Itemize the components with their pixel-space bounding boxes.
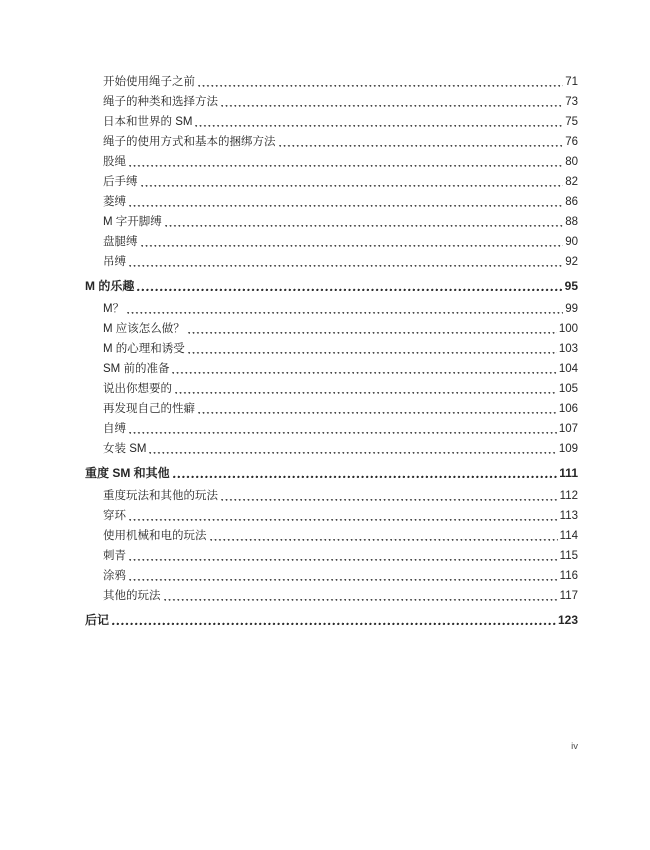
toc-entry[interactable] (85, 399, 578, 419)
toc-entry[interactable] (85, 319, 578, 339)
toc-entry-page-number: 100 (558, 323, 578, 335)
toc-entry[interactable] (85, 359, 578, 379)
dotted-leader (165, 212, 563, 232)
dotted-leader (188, 319, 557, 339)
toc-entry-page-number: 99 (565, 303, 578, 315)
toc-entry-label: 女装 SM (103, 443, 147, 455)
toc-entry-page-number: 86 (565, 196, 578, 208)
toc-entry[interactable] (85, 586, 578, 606)
toc-entry-page-number: 104 (558, 363, 578, 375)
toc-entry[interactable] (85, 152, 578, 172)
dotted-leader (129, 419, 557, 439)
dotted-leader (195, 112, 563, 132)
toc-entry[interactable] (85, 72, 578, 92)
dotted-leader (198, 399, 557, 419)
toc-entry-label: M？ (103, 303, 125, 315)
dotted-leader (175, 379, 557, 399)
dotted-leader (141, 172, 564, 192)
toc-entry-label: M 应该怎么做？ (103, 323, 185, 335)
dotted-leader (129, 566, 558, 586)
toc-entry[interactable] (85, 212, 578, 232)
toc-entry-page-number: 105 (558, 383, 578, 395)
dotted-leader (129, 506, 558, 526)
toc-entry-page-number: 111 (559, 465, 578, 480)
toc-entry[interactable] (85, 379, 578, 399)
dotted-leader (112, 610, 556, 630)
toc-entry-label: 穿环 (103, 510, 126, 522)
toc-entry-page-number: 114 (559, 530, 578, 542)
toc-entry-page-number: 76 (565, 136, 578, 148)
toc-entry-page-number: 106 (558, 403, 578, 415)
toc-entry-label: 股绳 (103, 156, 126, 168)
toc-entry[interactable] (85, 526, 578, 546)
toc-entry[interactable] (85, 232, 578, 252)
toc-entry-page-number: 107 (558, 423, 578, 435)
toc-entry-label: 重度玩法和其他的玩法 (103, 490, 218, 502)
dotted-leader (129, 152, 563, 172)
toc-entry-page-number: 109 (558, 443, 578, 455)
toc-entry-label: 日本和世界的 SM (103, 116, 193, 128)
dotted-leader (221, 92, 563, 112)
toc-entry-label: 开始使用绳子之前 (103, 76, 195, 88)
dotted-leader (198, 72, 563, 92)
toc-entry-label: 绳子的使用方式和基本的捆绑方法 (103, 136, 276, 148)
toc-entry-label: 后手缚 (103, 176, 138, 188)
toc-entry-page-number: 112 (559, 490, 578, 502)
toc-entry-page-number: 80 (565, 156, 578, 168)
dotted-leader (129, 192, 563, 212)
toc-entry-label: 后记 (85, 612, 110, 627)
toc-entry-label: SM 前的准备 (103, 363, 170, 375)
toc-entry[interactable] (85, 506, 578, 526)
toc-entry[interactable] (85, 112, 578, 132)
dotted-leader (188, 339, 557, 359)
toc-entry-label: 盘腿缚 (103, 236, 138, 248)
toc-entry[interactable] (85, 132, 578, 152)
toc-entry-page-number: 113 (559, 510, 578, 522)
toc-entry-page-number: 75 (565, 116, 578, 128)
dotted-leader (164, 586, 558, 606)
toc-entry-page-number: 82 (565, 176, 578, 188)
toc-entry-page-number: 90 (565, 236, 578, 248)
toc-entry-label: 涂鸦 (103, 570, 126, 582)
toc-entry-page-number: 123 (557, 612, 578, 627)
toc-entry-page-number: 95 (564, 278, 578, 293)
toc-entry-label: 再发现自己的性癖 (103, 403, 195, 415)
toc-entry[interactable] (85, 419, 578, 439)
dotted-leader (172, 359, 556, 379)
toc-entry-page-number: 88 (565, 216, 578, 228)
toc-entry-label: 使用机械和电的玩法 (103, 530, 207, 542)
toc-entry-label: M 的心理和诱受 (103, 343, 185, 355)
toc-entry-label: 其他的玩法 (103, 590, 161, 602)
dotted-leader (141, 232, 564, 252)
toc-entry[interactable] (85, 192, 578, 212)
toc-entry-label: M 的乐趣 (85, 278, 135, 293)
toc-entry[interactable] (85, 172, 578, 192)
toc-entry-label: M 字开脚缚 (103, 216, 162, 228)
toc-entry[interactable] (85, 486, 578, 506)
dotted-leader (127, 299, 563, 319)
dotted-leader (149, 439, 556, 459)
toc-entry-page-number: 73 (565, 96, 578, 108)
toc-entry-page-number: 71 (565, 76, 578, 88)
footer-page-number: iv (571, 741, 578, 752)
toc-entry[interactable] (85, 546, 578, 566)
toc-entry-page-number: 116 (559, 570, 578, 582)
toc-entry[interactable] (85, 463, 578, 483)
toc-entry-label: 重度 SM 和其他 (85, 465, 170, 480)
toc-entry-page-number: 117 (559, 590, 578, 602)
toc-entry-label: 吊缚 (103, 256, 126, 268)
dotted-leader (129, 252, 563, 272)
toc-entry[interactable] (85, 276, 578, 296)
toc-entry-label: 绳子的种类和选择方法 (103, 96, 218, 108)
toc-entry[interactable] (85, 299, 578, 319)
toc-entry[interactable] (85, 252, 578, 272)
toc-entry-label: 自缚 (103, 423, 126, 435)
toc-entry-page-number: 103 (558, 343, 578, 355)
toc-entry-page-number: 92 (565, 256, 578, 268)
dotted-leader (173, 463, 558, 483)
toc-entry[interactable] (85, 339, 578, 359)
dotted-leader (210, 526, 558, 546)
toc-entry[interactable] (85, 566, 578, 586)
toc-entry[interactable] (85, 92, 578, 112)
toc-entry-page-number: 115 (559, 550, 578, 562)
table-of-contents (85, 72, 578, 633)
dotted-leader (279, 132, 564, 152)
dotted-leader (221, 486, 558, 506)
toc-entry-label: 刺青 (103, 550, 126, 562)
toc-entry[interactable] (85, 439, 578, 459)
toc-entry[interactable] (85, 610, 578, 630)
toc-entry-label: 说出你想要的 (103, 383, 172, 395)
dotted-leader (137, 276, 562, 296)
toc-entry-label: 菱缚 (103, 196, 126, 208)
dotted-leader (129, 546, 558, 566)
